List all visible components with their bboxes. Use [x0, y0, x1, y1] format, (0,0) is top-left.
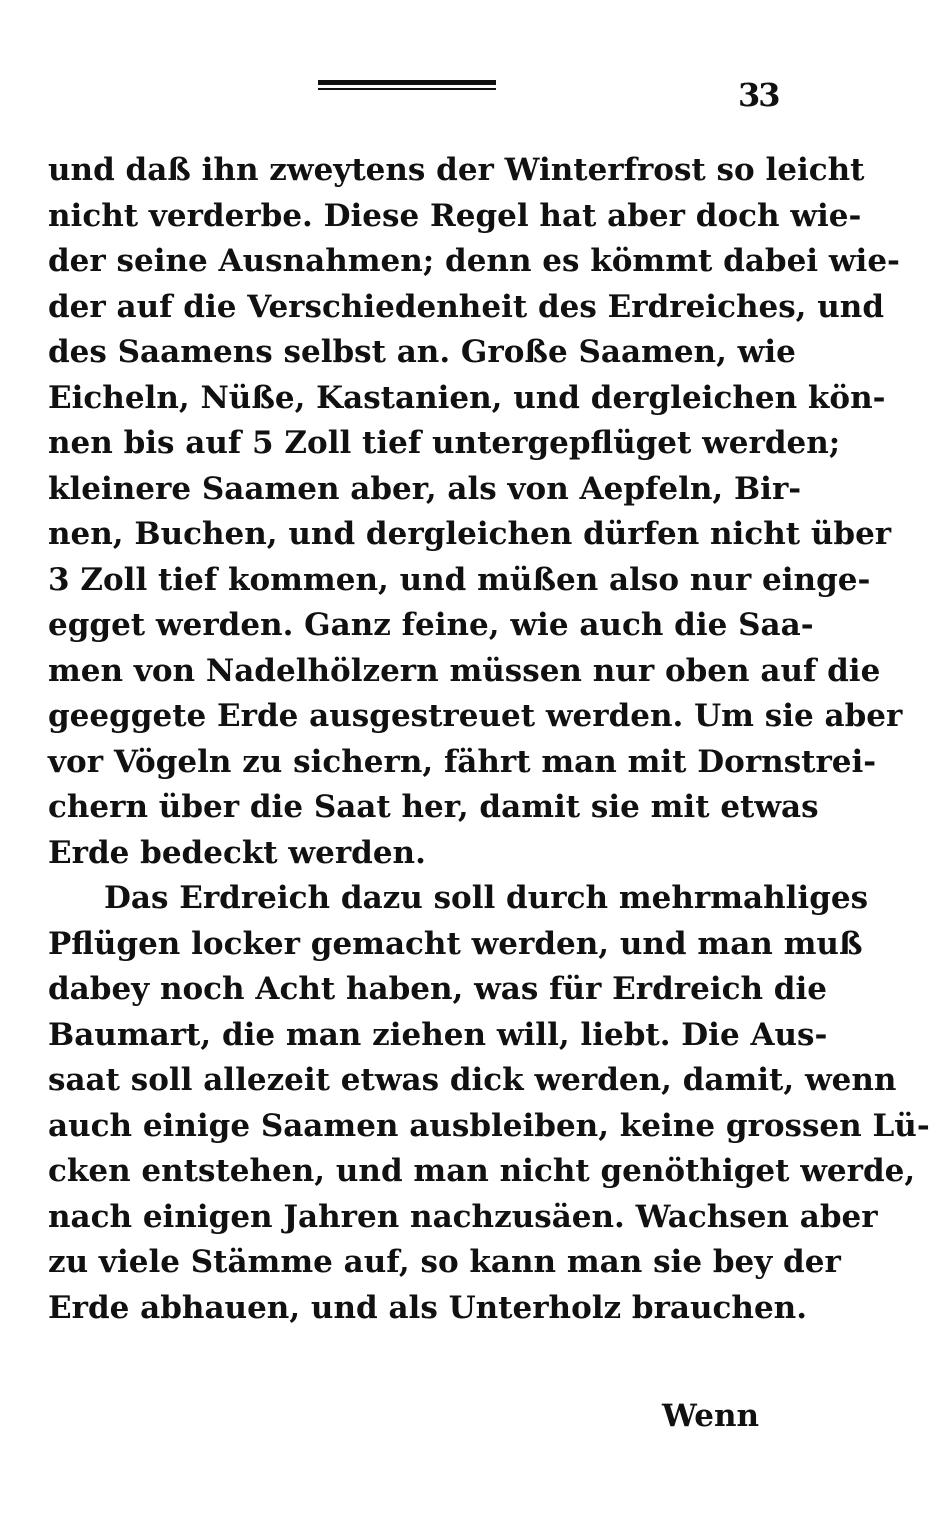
header-rule [318, 80, 496, 94]
text-line: Baumart, die man ziehen will, liebt. Die Aus- [48, 1016, 828, 1053]
text-line: cken entstehen, und man nicht genöthiget werde, [48, 1153, 916, 1189]
text-line: und daß ihn zweytens der Winterfrost so leicht [48, 152, 865, 188]
text-line: egget werden. Ganz feine, wie auch die Saa- [48, 607, 814, 643]
text-line: nen bis auf 5 Zoll tief untergepflüget werden; [48, 425, 841, 461]
text-line: Erde abhauen, und als Unterholz brauchen. [48, 1289, 808, 1326]
text-line: kleinere Saamen aber, als von Aepfeln, Bir- [48, 470, 802, 507]
text-line: auch einige Saamen ausbleiben, keine grossen Lü- [48, 1107, 930, 1144]
body-text [48, 148, 930, 1331]
text-line: saat soll allezeit etwas dick werden, damit, wenn [48, 1062, 897, 1098]
text-line: 3 Zoll tief kommen, und müßen also nur einge- [48, 561, 871, 598]
text-line: des Saamens selbst an. Große Saamen, wie [48, 334, 796, 370]
text-line: Das Erdreich dazu soll durch mehrmahliges [104, 880, 869, 916]
text-line: geeggete Erde ausgestreuet werden. Um sie aber [48, 698, 903, 734]
text-line: nicht verderbe. Diese Regel hat aber doch wie- [48, 197, 862, 234]
text-line: nach einigen Jahren nachzusäen. Wachsen aber [48, 1198, 878, 1235]
text-line: Pflügen locker gemacht werden, und man muß [48, 925, 863, 962]
text-line: chern über die Saat her, damit sie mit etwas [48, 789, 819, 825]
header-rule-thin [318, 88, 496, 90]
text-line: dabey noch Acht haben, was für Erdreich die [48, 971, 827, 1007]
text-line: zu viele Stämme auf, so kann man sie bey der [48, 1244, 841, 1280]
text-line: Eicheln, Nüße, Kastanien, und dergleichen kön- [48, 379, 886, 416]
text-line: Erde bedeckt werden. [48, 834, 426, 871]
text-line: nen, Buchen, und dergleichen dürfen nicht über [48, 516, 892, 552]
header-rule-thick [318, 80, 496, 85]
page-number: 33 [738, 76, 779, 114]
text-line: men von Nadelhölzern müssen nur oben auf die [48, 652, 881, 689]
catchword: Wenn [662, 1398, 760, 1434]
text-line: vor Vögeln zu sichern, fährt man mit Dornstrei- [48, 743, 877, 780]
text-line: der seine Ausnahmen; denn es kömmt dabei wie- [48, 243, 900, 279]
text-line: der auf die Verschiedenheit des Erdreiches, und [48, 288, 885, 325]
